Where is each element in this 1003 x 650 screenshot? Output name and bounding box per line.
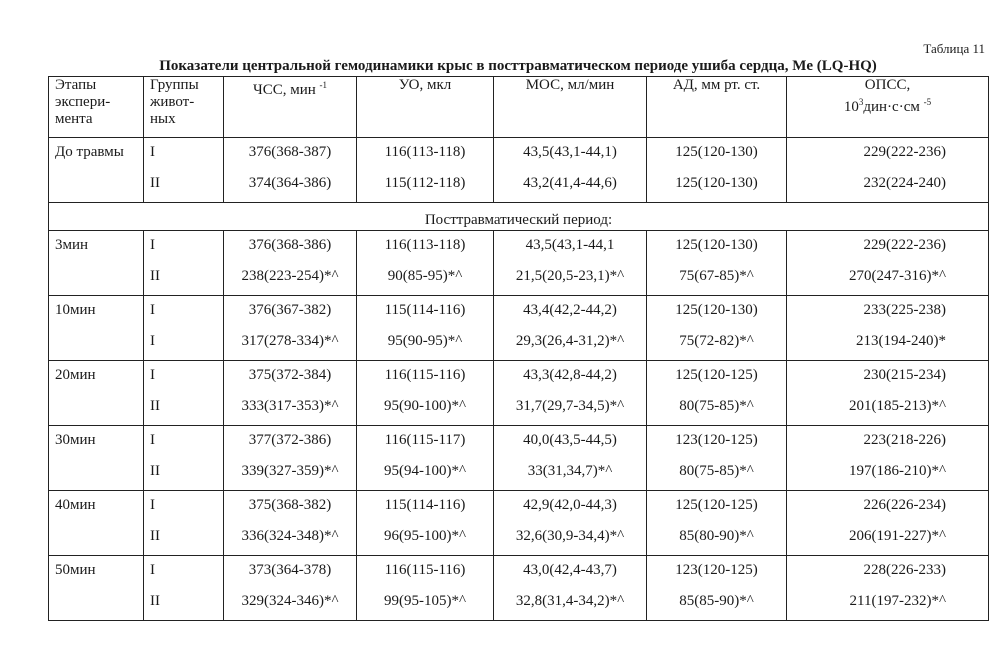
header-stage: Этапы экспери-мента [49, 77, 144, 138]
opss-cell: 233(225-238) [787, 296, 989, 328]
bp-cell: 75(67-85)*^ [647, 262, 787, 296]
hemodynamics-table [48, 76, 989, 621]
header-hr [224, 77, 357, 138]
hr-cell: 375(368-382) [224, 491, 357, 523]
bp-cell: 80(75-85)*^ [647, 392, 787, 426]
sv-cell: 116(115-117) [357, 426, 494, 458]
hr-cell: 374(364-386) [224, 169, 357, 203]
opss-cell: 197(186-210)*^ [787, 457, 989, 491]
table-row [49, 138, 989, 170]
opss-cell: 211(197-232)*^ [787, 587, 989, 621]
mov-cell: 43,5(43,1-44,1) [494, 138, 647, 170]
table-title: Показатели центральной гемодинамики крыс в посттравматическом периоде ушиба сердца, Me (LQ-HQ) [159, 58, 877, 74]
group-cell: II [144, 587, 224, 621]
sv-cell: 95(94-100)*^ [357, 457, 494, 491]
table-number: Таблица 11 [923, 41, 985, 56]
group-cell: I [144, 556, 224, 588]
table-body [49, 138, 989, 621]
sv-cell: 115(114-116) [357, 491, 494, 523]
opss-cell: 226(226-234) [787, 491, 989, 523]
hr-cell: 238(223-254)*^ [224, 262, 357, 296]
opss-unit-sup1: 3 [858, 97, 864, 107]
sv-cell: 90(85-95)*^ [357, 262, 494, 296]
hr-cell: 317(278-334)*^ [224, 327, 357, 361]
mov-cell: 43,2(41,4-44,6) [494, 169, 647, 203]
table-row [49, 457, 989, 491]
bp-cell: 85(80-90)*^ [647, 522, 787, 556]
mov-cell: 32,6(30,9-34,4)*^ [494, 522, 647, 556]
mov-cell: 43,3(42,8-44,2) [494, 361, 647, 393]
mov-cell: 21,5(20,5-23,1)*^ [494, 262, 647, 296]
opss-cell: 223(218-226) [787, 426, 989, 458]
group-cell: I [144, 361, 224, 393]
bp-cell: 80(75-85)*^ [647, 457, 787, 491]
bp-cell: 125(120-130) [647, 231, 787, 263]
header-opss-label: ОПСС, [864, 77, 911, 93]
mov-cell: 29,3(26,4-31,2)*^ [494, 327, 647, 361]
sv-cell: 99(95-105)*^ [357, 587, 494, 621]
group-cell: I [144, 426, 224, 458]
sv-cell: 116(115-116) [357, 361, 494, 393]
mov-cell: 40,0(43,5-44,5) [494, 426, 647, 458]
bp-cell: 125(120-130) [647, 138, 787, 170]
hr-cell: 339(327-359)*^ [224, 457, 357, 491]
hr-cell: 333(317-353)*^ [224, 392, 357, 426]
opss-cell: 206(191-227)*^ [787, 522, 989, 556]
stage-cell: До травмы [49, 138, 144, 203]
header-hr-sup: -1 [319, 80, 328, 90]
hr-cell: 376(368-387) [224, 138, 357, 170]
header-bp: АД, мм рт. ст. [647, 77, 787, 138]
stage-cell: 40мин [49, 491, 144, 556]
group-cell: II [144, 392, 224, 426]
bp-cell: 123(120-125) [647, 556, 787, 588]
opss-unit-sup2: -5 [923, 97, 932, 107]
sv-cell: 96(95-100)*^ [357, 522, 494, 556]
bp-cell: 123(120-125) [647, 426, 787, 458]
header-group: Группы живот-ных [144, 77, 224, 138]
group-cell: I [144, 231, 224, 263]
header-row [49, 77, 989, 138]
mov-cell: 42,9(42,0-44,3) [494, 491, 647, 523]
sv-cell: 116(113-118) [357, 138, 494, 170]
bp-cell: 125(120-125) [647, 491, 787, 523]
opss-unit-mid: дин·с·см [863, 99, 920, 115]
header-sv: УО, мкл [357, 77, 494, 138]
table-row [49, 522, 989, 556]
opss-cell: 270(247-316)*^ [787, 262, 989, 296]
opss-unit-pre: 10 [843, 99, 859, 115]
hr-cell: 329(324-346)*^ [224, 587, 357, 621]
table-row [49, 169, 989, 203]
group-cell: II [144, 169, 224, 203]
mov-cell: 43,0(42,4-43,7) [494, 556, 647, 588]
opss-cell: 201(185-213)*^ [787, 392, 989, 426]
hr-cell: 376(367-382) [224, 296, 357, 328]
stage-cell: 10мин [49, 296, 144, 361]
group-cell: I [144, 327, 224, 361]
sv-cell: 95(90-100)*^ [357, 392, 494, 426]
opss-cell: 229(222-236) [787, 138, 989, 170]
sv-cell: 115(112-118) [357, 169, 494, 203]
sv-cell: 116(115-116) [357, 556, 494, 588]
group-cell: I [144, 138, 224, 170]
header-mov: МОС, мл/мин [494, 77, 647, 138]
stage-cell: 20мин [49, 361, 144, 426]
table-row [49, 327, 989, 361]
bp-cell: 85(85-90)*^ [647, 587, 787, 621]
header-opss [787, 77, 989, 138]
bp-cell: 125(120-130) [647, 169, 787, 203]
bp-cell: 125(120-130) [647, 296, 787, 328]
opss-cell: 229(222-236) [787, 231, 989, 263]
mov-cell: 43,5(43,1-44,1 [494, 231, 647, 263]
mov-cell: 33(31,34,7)*^ [494, 457, 647, 491]
table-row [49, 556, 989, 588]
hr-cell: 376(368-386) [224, 231, 357, 263]
sv-cell: 115(114-116) [357, 296, 494, 328]
hr-cell: 377(372-386) [224, 426, 357, 458]
mov-cell: 32,8(31,4-34,2)*^ [494, 587, 647, 621]
mov-cell: 31,7(29,7-34,5)*^ [494, 392, 647, 426]
period-row [49, 209, 989, 231]
hr-cell: 375(372-384) [224, 361, 357, 393]
bp-cell: 125(120-125) [647, 361, 787, 393]
opss-cell: 230(215-234) [787, 361, 989, 393]
hr-cell: 336(324-348)*^ [224, 522, 357, 556]
group-cell: II [144, 262, 224, 296]
sv-cell: 116(113-118) [357, 231, 494, 263]
opss-cell: 232(224-240) [787, 169, 989, 203]
opss-cell: 228(226-233) [787, 556, 989, 588]
table-row [49, 262, 989, 296]
table-row [49, 392, 989, 426]
stage-cell: 50мин [49, 556, 144, 621]
table-row [49, 361, 989, 393]
opss-cell: 213(194-240)* [787, 327, 989, 361]
sv-cell: 95(90-95)*^ [357, 327, 494, 361]
table-row [49, 587, 989, 621]
hr-cell: 373(364-378) [224, 556, 357, 588]
table-row [49, 491, 989, 523]
group-cell: I [144, 491, 224, 523]
table-row [49, 426, 989, 458]
period-label: Посттравматический период: [49, 209, 989, 231]
group-cell: II [144, 522, 224, 556]
group-cell: I [144, 296, 224, 328]
mov-cell: 43,4(42,2-44,2) [494, 296, 647, 328]
table-row [49, 231, 989, 263]
stage-cell: 3мин [49, 231, 144, 296]
header-hr-label: ЧСС, мин [252, 82, 316, 98]
bp-cell: 75(72-82)*^ [647, 327, 787, 361]
header-opss-unit [793, 94, 982, 116]
group-cell: II [144, 457, 224, 491]
stage-cell: 30мин [49, 426, 144, 491]
table-row [49, 296, 989, 328]
